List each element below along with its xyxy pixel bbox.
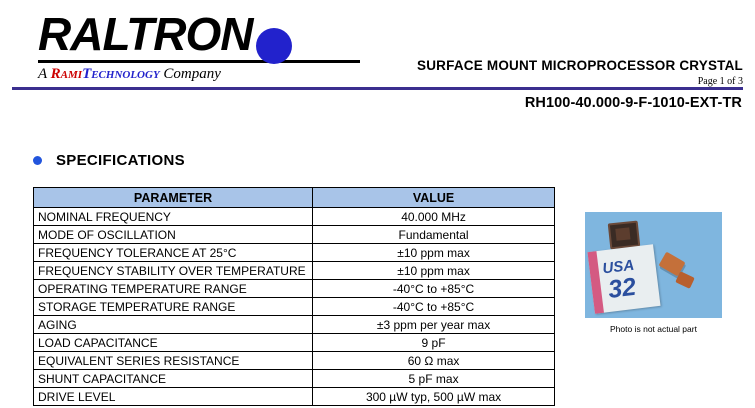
logo-tagline (38, 66, 368, 83)
logo-wordmark: RALTRON (38, 8, 253, 60)
stamp-usa-text: USA (601, 256, 636, 278)
cell-value: Fundamental (313, 226, 555, 244)
cell-value: -40°C to +85°C (313, 298, 555, 316)
page-header (0, 0, 755, 86)
table-row (34, 298, 555, 316)
table-row (34, 208, 555, 226)
document-title: SURFACE MOUNT MICROPROCESSOR CRYSTAL (417, 58, 743, 73)
postage-stamp-icon (587, 244, 660, 314)
logo-underline (38, 60, 360, 63)
cell-value: ±10 ppm max (313, 262, 555, 280)
company-logo (38, 10, 368, 83)
cell-value: -40°C to +85°C (313, 280, 555, 298)
cell-value: 60 Ω max (313, 352, 555, 370)
table-header-row (34, 188, 555, 208)
bullet-icon (33, 156, 42, 165)
crystal-small-part-2-icon (675, 271, 695, 289)
table-row (34, 352, 555, 370)
cell-parameter: NOMINAL FREQUENCY (34, 208, 313, 226)
cell-value: 5 pF max (313, 370, 555, 388)
stamp-number-text: 32 (606, 272, 638, 304)
table-row (34, 262, 555, 280)
cell-value: ±10 ppm max (313, 244, 555, 262)
cell-value: 300 µW typ, 500 µW max (313, 388, 555, 406)
product-photo-block (585, 212, 722, 334)
cell-parameter: AGING (34, 316, 313, 334)
cell-parameter: EQUIVALENT SERIES RESISTANCE (34, 352, 313, 370)
header-divider (12, 87, 743, 90)
column-header-parameter: PARAMETER (34, 188, 313, 208)
specifications-heading (33, 152, 185, 169)
table-row (34, 316, 555, 334)
cell-parameter: FREQUENCY TOLERANCE AT 25°C (34, 244, 313, 262)
cell-parameter: DRIVE LEVEL (34, 388, 313, 406)
column-header-value: VALUE (313, 188, 555, 208)
cell-parameter: STORAGE TEMPERATURE RANGE (34, 298, 313, 316)
tagline-technology: Technology (82, 66, 160, 82)
cell-parameter: SHUNT CAPACITANCE (34, 370, 313, 388)
photo-caption: Photo is not actual part (610, 324, 697, 334)
table-row (34, 280, 555, 298)
cell-parameter: OPERATING TEMPERATURE RANGE (34, 280, 313, 298)
specifications-table (33, 187, 555, 406)
table-body (34, 208, 555, 406)
table-row (34, 370, 555, 388)
part-number: RH100-40.000-9-F-1010-EXT-TR (524, 95, 742, 111)
table-row (34, 388, 555, 406)
tagline-rami: Rami (50, 66, 83, 82)
cell-value: ±3 ppm per year max (313, 316, 555, 334)
table-row (34, 334, 555, 352)
cell-parameter: FREQUENCY STABILITY OVER TEMPERATURE (34, 262, 313, 280)
table-header (34, 188, 555, 208)
product-photo (585, 212, 722, 318)
tagline-suffix: Company (159, 66, 221, 82)
cell-parameter: LOAD CAPACITANCE (34, 334, 313, 352)
cell-parameter: MODE OF OSCILLATION (34, 226, 313, 244)
cell-value: 40.000 MHz (313, 208, 555, 226)
table-row (34, 226, 555, 244)
specifications-label: SPECIFICATIONS (56, 152, 185, 169)
tagline-prefix: A (38, 66, 51, 82)
cell-value: 9 pF (313, 334, 555, 352)
header-right-block (417, 58, 743, 87)
crystal-package-icon (608, 221, 641, 250)
table-row (34, 244, 555, 262)
page-number: Page 1 of 3 (697, 76, 743, 87)
